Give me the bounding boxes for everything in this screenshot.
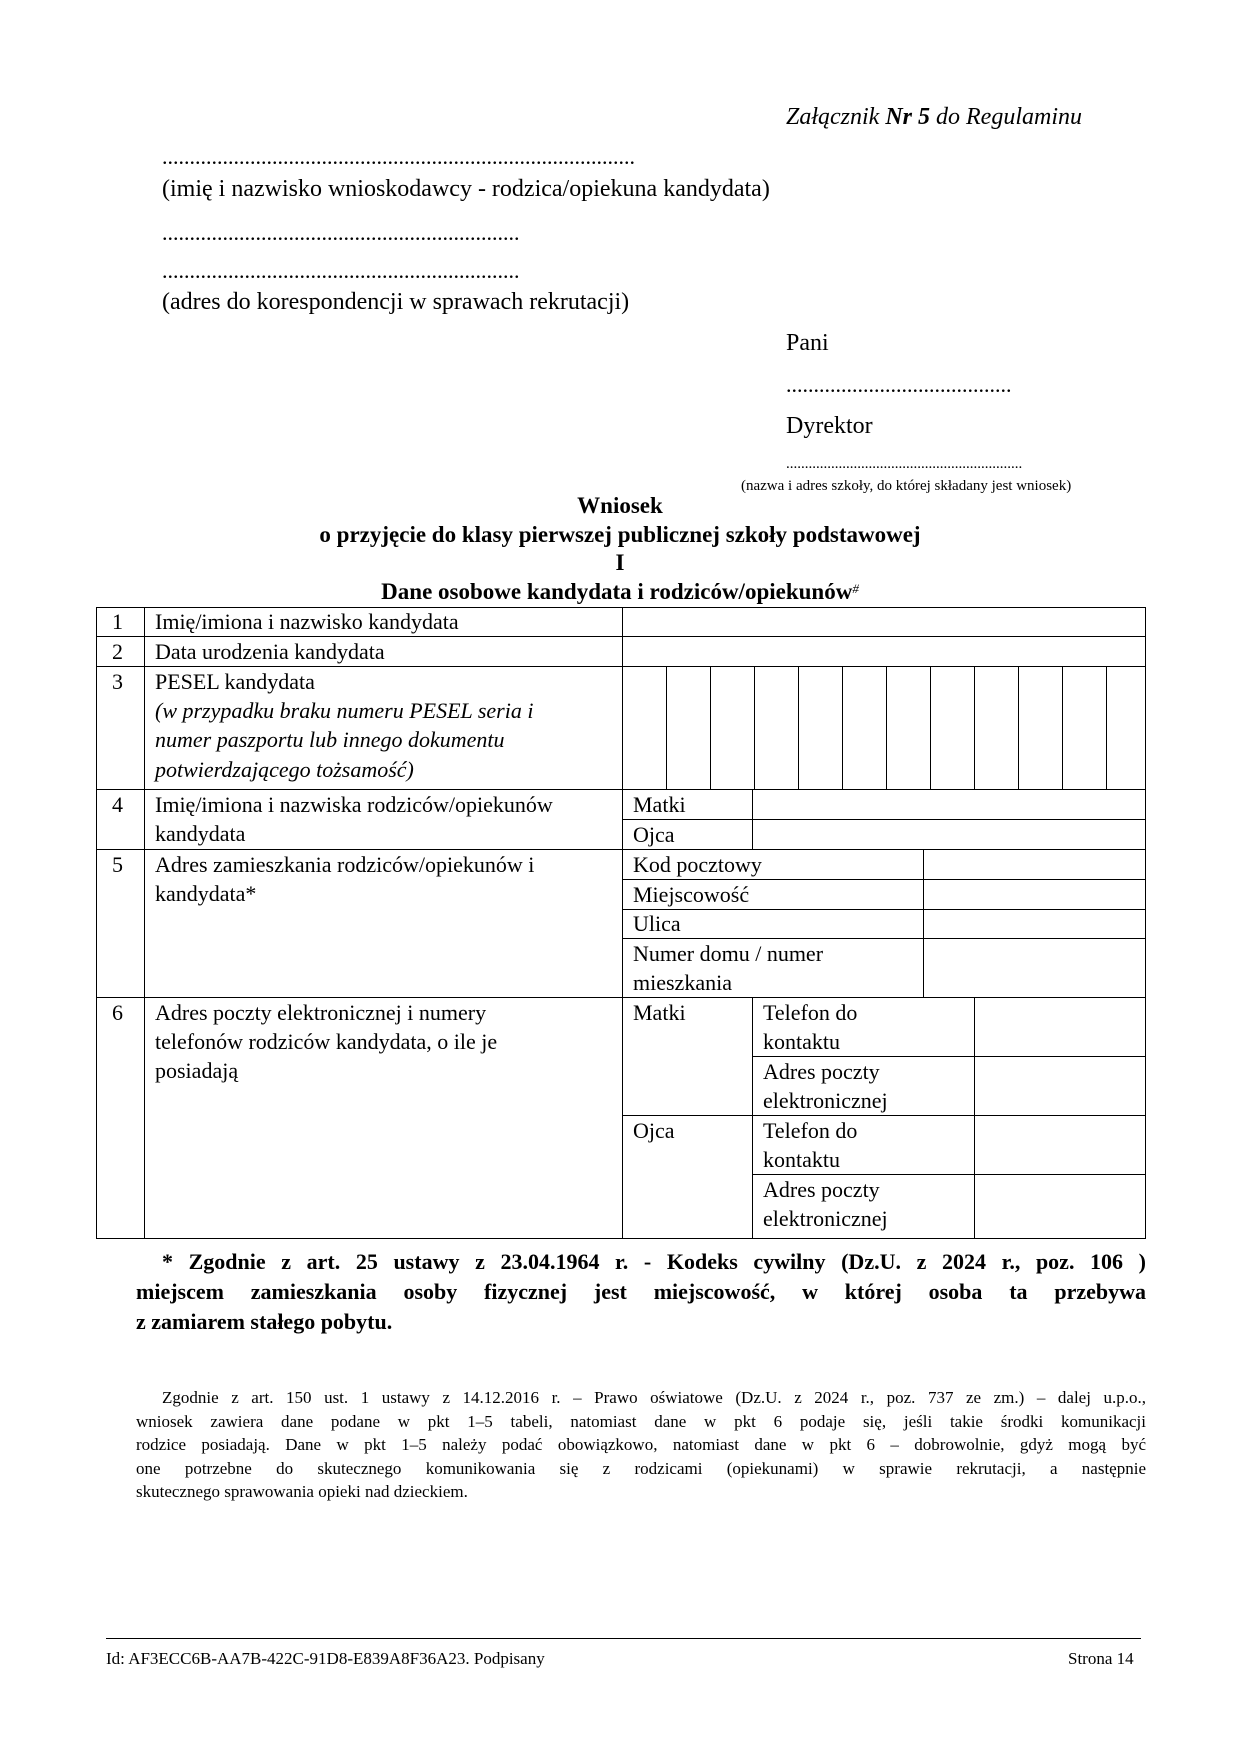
row-label: Adres poczty elektronicznej i numery: [155, 1000, 487, 1025]
field-label-email: elektronicznej: [763, 1206, 888, 1231]
legal-note-line: z zamiarem stałego pobytu.: [136, 1309, 393, 1334]
sub-label-father: Ojca: [633, 822, 675, 847]
row-number: 5: [112, 852, 123, 877]
sub-label-street: Ulica: [633, 911, 681, 936]
title-line-2: o przyjęcie do klasy pierwszej publicznej szkoły podstawowej: [319, 521, 921, 547]
row-label: Data urodzenia kandydata: [155, 639, 385, 664]
addressee-pani: Pani: [786, 330, 829, 356]
field-label-email: elektronicznej: [763, 1088, 888, 1113]
title-line-1: Wniosek: [577, 493, 663, 518]
legal-note-line: * Zgodnie z art. 25 ustawy z 23.04.1964 r. - Kodeks cywilny (Dz.U. z 2024 r., poz. 106 ): [162, 1249, 1146, 1274]
sub-label-house-number: Numer domu / numer: [633, 941, 824, 966]
sub-label-mother: Matki: [633, 1000, 686, 1025]
row-label: PESEL kandydata: [155, 669, 315, 694]
info-line: rodzice posiadają. Dane w pkt 1–5 należy podać obowiązkowo, natomiast dane w pkt 6 – dobrowolnie, gdyż mogą być: [136, 1435, 1146, 1454]
row-label: kandydata*: [155, 881, 257, 906]
title-line-4: Dane osobowe kandydata i rodziców/opiekunów#: [381, 578, 859, 604]
field-label-phone: kontaktu: [763, 1029, 840, 1054]
sub-label-mother: Matki: [633, 792, 686, 817]
row-label-note: (w przypadku braku numeru PESEL seria i: [155, 698, 534, 723]
page-number: Strona 14: [1068, 1649, 1134, 1668]
info-line: one potrzebne do skutecznego komunikowania się z rodzicami (opiekunami) w sprawie rekrutacji, a następnie: [136, 1458, 1146, 1478]
field-label-phone: Telefon do: [763, 1000, 858, 1025]
info-line: Zgodnie z art. 150 ust. 1 ustawy z 14.12.2016 r. – Prawo oświatowe (Dz.U. z 2024 r., poz. 737 ze zm.) – dalej u.p.o.,: [162, 1388, 1146, 1407]
applicant-name-label: (imię i nazwisko wnioskodawcy - rodzica/opiekuna kandydata): [162, 176, 770, 202]
row-number: 3: [112, 669, 123, 694]
row-label: kandydata: [155, 821, 246, 846]
addressee-school-label: (nazwa i adres szkoły, do której składany jest wniosek): [741, 478, 1072, 494]
row-number: 6: [112, 1000, 123, 1025]
row-label-note: potwierdzającego tożsamość): [155, 757, 414, 782]
applicant-name-dots: ......................................................................................: [162, 144, 635, 169]
sub-label-father: Ojca: [633, 1118, 675, 1143]
applicant-address-dots-2: .................................................................: [162, 258, 520, 283]
applicant-address-label: (adres do korespondencji w sprawach rekrutacji): [162, 289, 630, 315]
title-line-3: I: [615, 550, 625, 575]
row-number: 1: [112, 609, 123, 634]
form-title: [0, 492, 1240, 606]
attachment-label: Załącznik Nr 5 do Regulaminu: [786, 104, 1082, 130]
info-line: skutecznego sprawowania opieki nad dzieckiem.: [136, 1482, 468, 1501]
field-label-phone: Telefon do: [763, 1118, 858, 1143]
row-number: 2: [112, 639, 123, 664]
addressee-dyrektor: Dyrektor: [786, 413, 873, 439]
sub-label-postcode: Kod pocztowy: [633, 852, 762, 877]
sub-label-house-number: mieszkania: [633, 970, 732, 995]
applicant-address-dots-1: .................................................................: [162, 220, 520, 245]
footer-divider: [106, 1638, 1141, 1639]
row-number: 4: [112, 792, 123, 817]
legal-note: [136, 1247, 1146, 1337]
field-label-phone: kontaktu: [763, 1147, 840, 1172]
legal-note-line: miejscem zamieszkania osoby fizycznej jest miejscowość, w której osoba ta przebywa: [136, 1279, 1146, 1304]
personal-data-table: [96, 607, 1146, 1239]
info-line: wniosek zawiera dane podane w pkt 1–5 tabeli, natomiast dane w pkt 6 podaje się, jeśli takie środki komunikacji: [136, 1411, 1146, 1431]
field-label-email: Adres poczty: [763, 1059, 880, 1084]
row-label: posiadają: [155, 1058, 239, 1083]
row-label: Imię/imiona i nazwisko kandydata: [155, 609, 459, 634]
sub-label-city: Miejscowość: [633, 882, 750, 907]
row-label: Imię/imiona i nazwiska rodziców/opiekunów: [155, 792, 553, 817]
row-label: telefonów rodziców kandydata, o ile je: [155, 1029, 498, 1054]
document-id: Id: AF3ECC6B-AA7B-422C-91D8-E839A8F36A23. Podpisany: [106, 1649, 545, 1668]
info-paragraph: [136, 1386, 1146, 1504]
row-label: Adres zamieszkania rodziców/opiekunów i: [155, 852, 535, 877]
field-label-email: Adres poczty: [763, 1177, 880, 1202]
row-label-note: numer paszportu lub innego dokumentu: [155, 727, 505, 752]
addressee-school-dots: ...............................................................: [786, 456, 1023, 472]
addressee-name-dots: .........................................: [786, 372, 1012, 397]
